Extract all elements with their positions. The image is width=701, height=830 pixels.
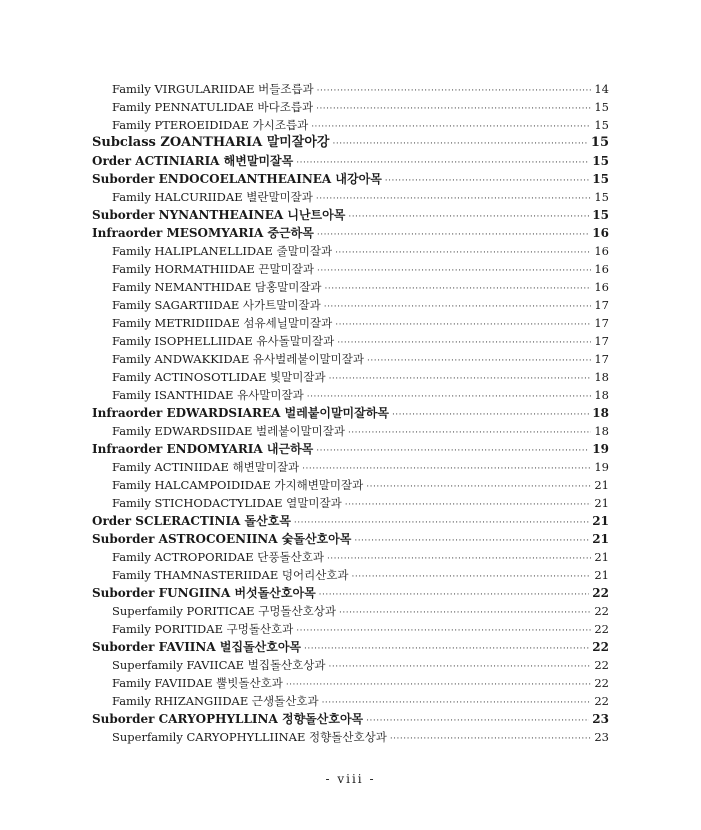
- toc-entry: [0, 242, 701, 260]
- toc-entry-title: Family ISOPHELLIIDAE 유사돌말미잘과: [112, 334, 335, 348]
- toc-heading-entry: [0, 224, 701, 242]
- toc-entry-page: 19: [594, 460, 609, 474]
- toc-entry: [0, 692, 701, 710]
- toc-entry: [0, 458, 701, 476]
- toc-entry-page: 21: [592, 514, 609, 528]
- toc-entry-title: Infraorder MESOMYARIA 중근하목: [92, 226, 314, 240]
- toc-entry-page: 17: [594, 298, 609, 312]
- toc-heading-entry: [0, 206, 701, 224]
- toc-entry-page: 15: [594, 118, 609, 132]
- toc-entry-page: 22: [594, 658, 609, 672]
- toc-entry-title: Superfamily CARYOPHYLLIINAE 정향돌산호상과: [112, 730, 387, 744]
- toc-entry-page: 22: [592, 586, 609, 600]
- toc-entry-title: Family PORITIDAE 구멍돌산호과: [112, 622, 294, 636]
- toc-entry-page: 16: [594, 262, 609, 276]
- toc-entry: [0, 674, 701, 692]
- toc-entry: [0, 278, 701, 296]
- toc-entry: [0, 566, 701, 584]
- toc-entry-title: Suborder FUNGIINA 버섯돌산호아목: [92, 586, 316, 600]
- toc-entry-page: 21: [594, 550, 609, 564]
- toc-entry: [0, 620, 701, 638]
- toc-entry-title: Family SAGARTIIDAE 사가트말미잘과: [112, 298, 321, 312]
- toc-heading-entry: [0, 440, 701, 458]
- toc-entry-title: Family NEMANTHIDAE 담홍말미잘과: [112, 280, 322, 294]
- toc-entry-title: Family HORMATHIIDAE 끈말미잘과: [112, 262, 314, 276]
- toc-entry-title: Family VIRGULARIIDAE 버들조릅과: [112, 82, 314, 96]
- toc-entry-page: 21: [594, 568, 609, 582]
- toc-entry: [0, 98, 701, 116]
- toc-entry-page: 22: [594, 604, 609, 618]
- toc-entry-page: 17: [594, 316, 609, 330]
- toc-entry-page: 15: [594, 190, 609, 204]
- toc-entry: [0, 188, 701, 206]
- toc-entry-page: 14: [594, 82, 609, 96]
- toc-entry-page: 15: [590, 135, 609, 150]
- toc-entry-page: 16: [594, 280, 609, 294]
- toc-entry-title: Suborder ASTROCOENIINA 숯돌산호아목: [92, 532, 352, 546]
- toc-entry-title: Superfamily PORITICAE 구멍돌산호상과: [112, 604, 336, 618]
- toc-entry-title: Suborder CARYOPHYLLINA 정향돌산호아목: [92, 712, 364, 726]
- toc-entry-title: Family ACTINOSOTLIDAE 빛말미잘과: [112, 370, 326, 384]
- toc-entry: [0, 368, 701, 386]
- toc-entry-page: 17: [594, 352, 609, 366]
- toc-entry-page: 22: [592, 640, 609, 654]
- toc-entry-page: 16: [592, 226, 609, 240]
- toc-entry: [0, 656, 701, 674]
- toc-entry-title: Infraorder ENDOMYARIA 내근하목: [92, 442, 314, 456]
- toc-entry: [0, 728, 701, 746]
- toc-entry: [0, 116, 701, 134]
- toc-entry-page: 15: [592, 208, 609, 222]
- toc-entry-title: Family RHIZANGIIDAE 근생돌산호과: [112, 694, 319, 708]
- toc-entry-page: 21: [594, 496, 609, 510]
- toc-entry-page: 15: [592, 172, 609, 186]
- toc-entry: [0, 494, 701, 512]
- toc-entry-title: Order SCLERACTINIA 돌산호목: [92, 514, 291, 528]
- toc-entry: [0, 260, 701, 278]
- toc-entry-title: Family ACTINIIDAE 해변말미잘과: [112, 460, 300, 474]
- toc-entry-page: 15: [594, 100, 609, 114]
- toc-entry-title: Family ANDWAKKIDAE 유사벌레붙이말미잘과: [112, 352, 364, 366]
- toc-entry-title: Family HALCURIIDAE 별란말미잘과: [112, 190, 313, 204]
- toc-entry-page: 18: [592, 406, 609, 420]
- toc-entry: [0, 296, 701, 314]
- toc-entry: [0, 548, 701, 566]
- toc-entry-page: 23: [592, 712, 609, 726]
- toc-entry-title: Family EDWARDSIIDAE 벌레붙이말미잘과: [112, 424, 345, 438]
- toc-heading-entry: [0, 710, 701, 728]
- toc-entry-page: 21: [592, 532, 609, 546]
- toc-entry-page: 23: [594, 730, 609, 744]
- toc-entry-page: 16: [594, 244, 609, 258]
- toc-entry: [0, 350, 701, 368]
- toc-entry: [0, 332, 701, 350]
- toc-entry-title: Family STICHODACTYLIDAE 열말미잘과: [112, 496, 342, 510]
- page-number: - viii -: [325, 772, 376, 786]
- toc-heading-entry: [0, 512, 701, 530]
- toc-entry: [0, 386, 701, 404]
- table-of-contents: [0, 80, 701, 746]
- toc-entry-title: Order ACTINIARIA 해변말미잘목: [92, 154, 294, 168]
- toc-heading-entry: [0, 152, 701, 170]
- toc-entry-title: Infraorder EDWARDSIAREA 벌레붙이말미잘하목: [92, 406, 389, 420]
- toc-entry-page: 19: [592, 442, 609, 456]
- toc-entry-title: Family ACTROPORIDAE 단풍돌산호과: [112, 550, 324, 564]
- toc-entry-page: 22: [594, 622, 609, 636]
- toc-heading-entry: [0, 404, 701, 422]
- toc-entry-title: Suborder ENDOCOELANTHEAINEA 내강아목: [92, 172, 382, 186]
- toc-entry-page: 22: [594, 694, 609, 708]
- toc-entry-page: 18: [594, 388, 609, 402]
- toc-entry-title: Family THAMNASTERIIDAE 덩어리산호과: [112, 568, 349, 582]
- toc-heading-entry: [0, 170, 701, 188]
- toc-entry-title: Family PTEROEIDIDAE 가시조릅과: [112, 118, 309, 132]
- toc-entry: [0, 314, 701, 332]
- toc-entry-page: 18: [594, 370, 609, 384]
- toc-heading-entry: [0, 530, 701, 548]
- toc-entry-title: Subclass ZOANTHARIA 말미잘아강: [92, 135, 330, 150]
- toc-entry-page: 15: [592, 154, 609, 168]
- toc-entry-page: 21: [594, 478, 609, 492]
- toc-heading-entry: [0, 638, 701, 656]
- dot-leader: [332, 135, 587, 153]
- toc-entry: [0, 422, 701, 440]
- toc-heading-entry: [0, 134, 701, 152]
- toc-entry: [0, 476, 701, 494]
- toc-entry-title: Family PENNATULIDAE 바다조릅과: [112, 100, 314, 114]
- toc-entry-title: Superfamily FAVIICAE 벌집돌산호상과: [112, 658, 326, 672]
- toc-entry-page: 22: [594, 676, 609, 690]
- toc-entry: [0, 602, 701, 620]
- toc-entry-title: Family HALCAMPOIDIDAE 가지해변말미잘과: [112, 478, 364, 492]
- toc-heading-entry: [0, 584, 701, 602]
- dot-leader: [390, 730, 592, 748]
- toc-entry-title: Family HALIPLANELLIDAE 줄말미잘과: [112, 244, 333, 258]
- toc-entry-title: Suborder NYNANTHEAINEA 니난트아목: [92, 208, 346, 222]
- toc-entry-title: Family ISANTHIDAE 유사말미잘과: [112, 388, 304, 402]
- toc-entry-page: 18: [594, 424, 609, 438]
- toc-entry-page: 17: [594, 334, 609, 348]
- toc-entry: [0, 80, 701, 98]
- toc-entry-title: Family FAVIIDAE 뿔빗돌산호과: [112, 676, 283, 690]
- toc-entry-title: Family METRIDIIDAE 섬유세닐말미잘과: [112, 316, 333, 330]
- toc-entry-title: Suborder FAVIINA 벌집돌산호아목: [92, 640, 302, 654]
